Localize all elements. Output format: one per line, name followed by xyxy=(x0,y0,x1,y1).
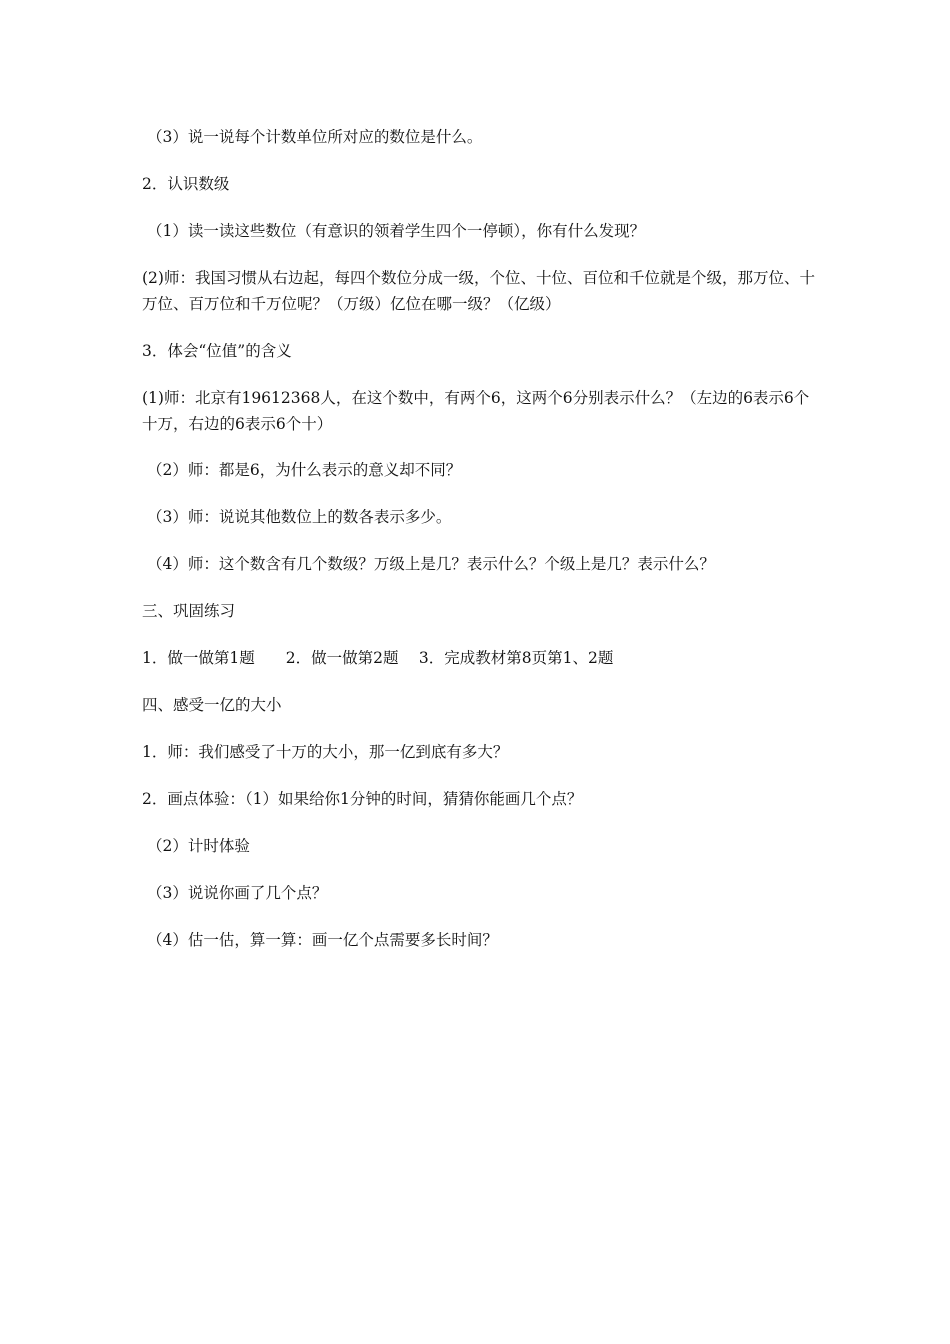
paragraph: （3）师：说说其他数位上的数各表示多少。 xyxy=(147,508,452,526)
paragraph: （4）师：这个数含有几个数级？万级上是几？表示什么？个级上是几？表示什么？ xyxy=(147,555,715,573)
paragraph: 1．做一做第1题 2．做一做第2题 3．完成教材第8页第1、2题 xyxy=(142,649,614,667)
paragraph: （3）说说你画了几个点？ xyxy=(147,884,328,902)
section-heading: 三、巩固练习 xyxy=(142,602,236,620)
paragraph: （2）计时体验 xyxy=(147,837,250,855)
section-heading: 3．体会“位值”的含义 xyxy=(142,342,292,360)
paragraph: （1）读一读这些数位（有意识的领着学生四个一停顿），你有什么发现？ xyxy=(147,222,646,240)
paragraph: (1)师：北京有19612368人，在这个数中，有两个6，这两个6分别表示什么？（左边的6表示6个十万，右边的6表示6个十） xyxy=(142,389,810,433)
paragraph: 1．师：我们感受了十万的大小，那一亿到底有多大？ xyxy=(142,743,509,761)
paragraph: (2)师：我国习惯从右边起，每四个数位分成一级，个位、十位、百位和千位就是个级，那万位、十万位、百万位和千万位呢？（万级）亿位在哪一级？（亿级） xyxy=(142,269,815,313)
paragraph: （3）说一说每个计数单位所对应的数位是什么。 xyxy=(147,128,483,146)
section-heading: 2．认识数级 xyxy=(142,175,230,193)
paragraph: （2）师：都是6，为什么表示的意义却不同？ xyxy=(147,461,462,479)
paragraph: （4）估一估，算一算：画一亿个点需要多长时间？ xyxy=(147,931,498,949)
paragraph: 2．画点体验：（1）如果给你1分钟的时间，猜猜你能画几个点？ xyxy=(142,790,583,808)
section-heading: 四、感受一亿的大小 xyxy=(142,696,282,714)
